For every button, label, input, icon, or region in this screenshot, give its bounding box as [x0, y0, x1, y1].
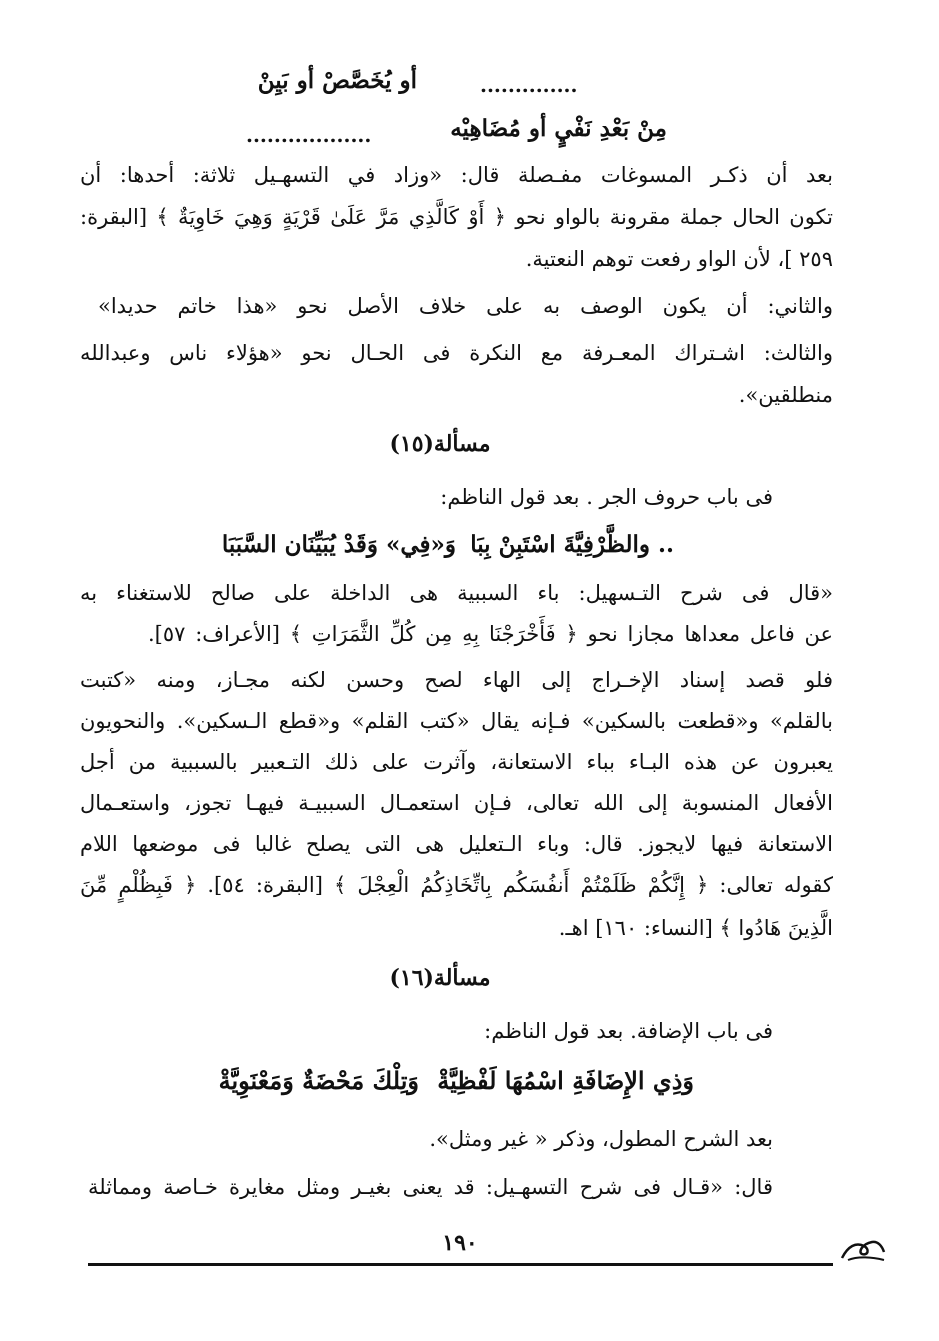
- question-15-verse-a: .. والظَّرْفِيَّةَ اسْتَبِنْ بِبَا: [470, 531, 674, 558]
- ornament-icon: [838, 1224, 888, 1264]
- question-16-verse-a: وَذِي الإِضَافَةِ اسْمُهَا لَفْظِيَّةْ: [437, 1066, 694, 1095]
- question-15-intro: فى باب حروف الجر . بعد قول الناظم:: [440, 485, 773, 509]
- question-16-line-2: قال: «قـال فى شرح التسهـيل: قد يعنى بغيـر ومثل مغايرة خـاصة ومماثلة: [88, 1175, 773, 1199]
- question-15-line-7: الاستعانة فيها لايجوز. قال: وباء الـتعليل هى التى يصلح غالبا فى موضعها اللام: [80, 832, 833, 856]
- question-15-line-1: «قال فى شرح التـسهيل: باء السببية هى الداخلة على صالح للاستغناء به: [80, 581, 833, 605]
- verse-top-line-2: مِنْ بَعْدِ نَفْيٍ أو مُضَاهِيْه: [450, 115, 667, 142]
- question-15-line-8: كقوله تعالى: ﴿ إِنَّكُمْ ظَلَمْتُمْ أَنفُسَكُم بِاتِّخَاذِكُمُ الْعِجْلَ ﴾ [البقرة: ٥٤]. ﴿ فَبِظُلْمٍ مِّنَ: [80, 873, 834, 897]
- question-15-line-6: الأفعال المنسوبة إلى الله تعالى، فـإن استعمـال السببيـة فيهـا تجوز، واستعـمال: [80, 791, 833, 815]
- question-15-line-4: بالقلم» و«قطعت بالسكين» فـإنه يقال «كتب القلم» و«قطع الـسكين». والنحويون: [80, 709, 833, 733]
- question-15-heading: مسألة(١٥): [389, 431, 491, 457]
- question-15-line-9: الَّذِينَ هَادُوا ﴾ [النساء: ١٦٠] اهـ.: [558, 916, 833, 940]
- question-15-verse-b: وَ«فِي» وَقَدْ يُبَيِّنَان السَّبَبَا: [221, 531, 456, 558]
- verse-top-dots-1: ..............: [480, 73, 578, 97]
- question-16-verse-b: وَتِلْكَ مَحْضَةٌ وَمَعْنَوِيَّةْ: [218, 1066, 419, 1095]
- para1-line-3: ٢٥٩ ]، لأن الواو رفعت توهم النعتية.: [525, 247, 833, 271]
- question-16-intro: فى باب الإضافة. بعد قول الناظم:: [484, 1019, 773, 1043]
- verse-top-line-1: أو يُخَصَّصْ أو بَيِنْ: [257, 67, 417, 94]
- question-16-heading: مسألة(١٦): [389, 965, 491, 991]
- verse-top-dots-2: ..................: [246, 123, 372, 147]
- para1-line-2: تكون الحال جملة مقرونة بالواو نحو ﴿ أَوْ كَالَّذِي مَرَّ عَلَىٰ قَرْيَةٍ وَهِيَ خَاوِيَةٌ ﴾ [البقرة:: [80, 205, 833, 229]
- para1-line-5: والثالث: اشـتراك المعـرفة مع النكرة فى الحـال نحو «هؤلاء ناس وعبدالله: [80, 341, 833, 365]
- question-15-line-3: فلو قصد إسناد الإخـراج إلى الهاء لصح وحسن لكنه مجـاز، ومنه «كتبت: [80, 668, 833, 692]
- para1-line-1: بعد أن ذكـر المسوغات مفـصلة قال: «وزاد في التسهـيل ثلاثة: أحدها: أن: [80, 163, 833, 187]
- question-16-line-1: بعد الشرح المطول، وذكر « غير ومثل».: [429, 1127, 773, 1151]
- footer-rule: [88, 1263, 833, 1266]
- para1-line-6: منطلقين».: [738, 383, 833, 407]
- para1-line-4: والثاني: أن يكون الوصف به على خلاف الأصل نحو «هذا خاتم حديدا»: [98, 294, 833, 318]
- question-15-line-2: عن فاعل معداها مجازا نحو ﴿ فَأَخْرَجْنَا بِهِ مِن كُلِّ الثَّمَرَاتِ ﴾ [الأعراف: ٥٧].: [148, 622, 833, 646]
- page-number: ١٩٠: [442, 1230, 478, 1256]
- question-15-line-5: يعبرون عن هذه البـاء بباء الاستعانة، وآثرت على ذلك التـعبير بالسببية من أجل: [80, 750, 833, 774]
